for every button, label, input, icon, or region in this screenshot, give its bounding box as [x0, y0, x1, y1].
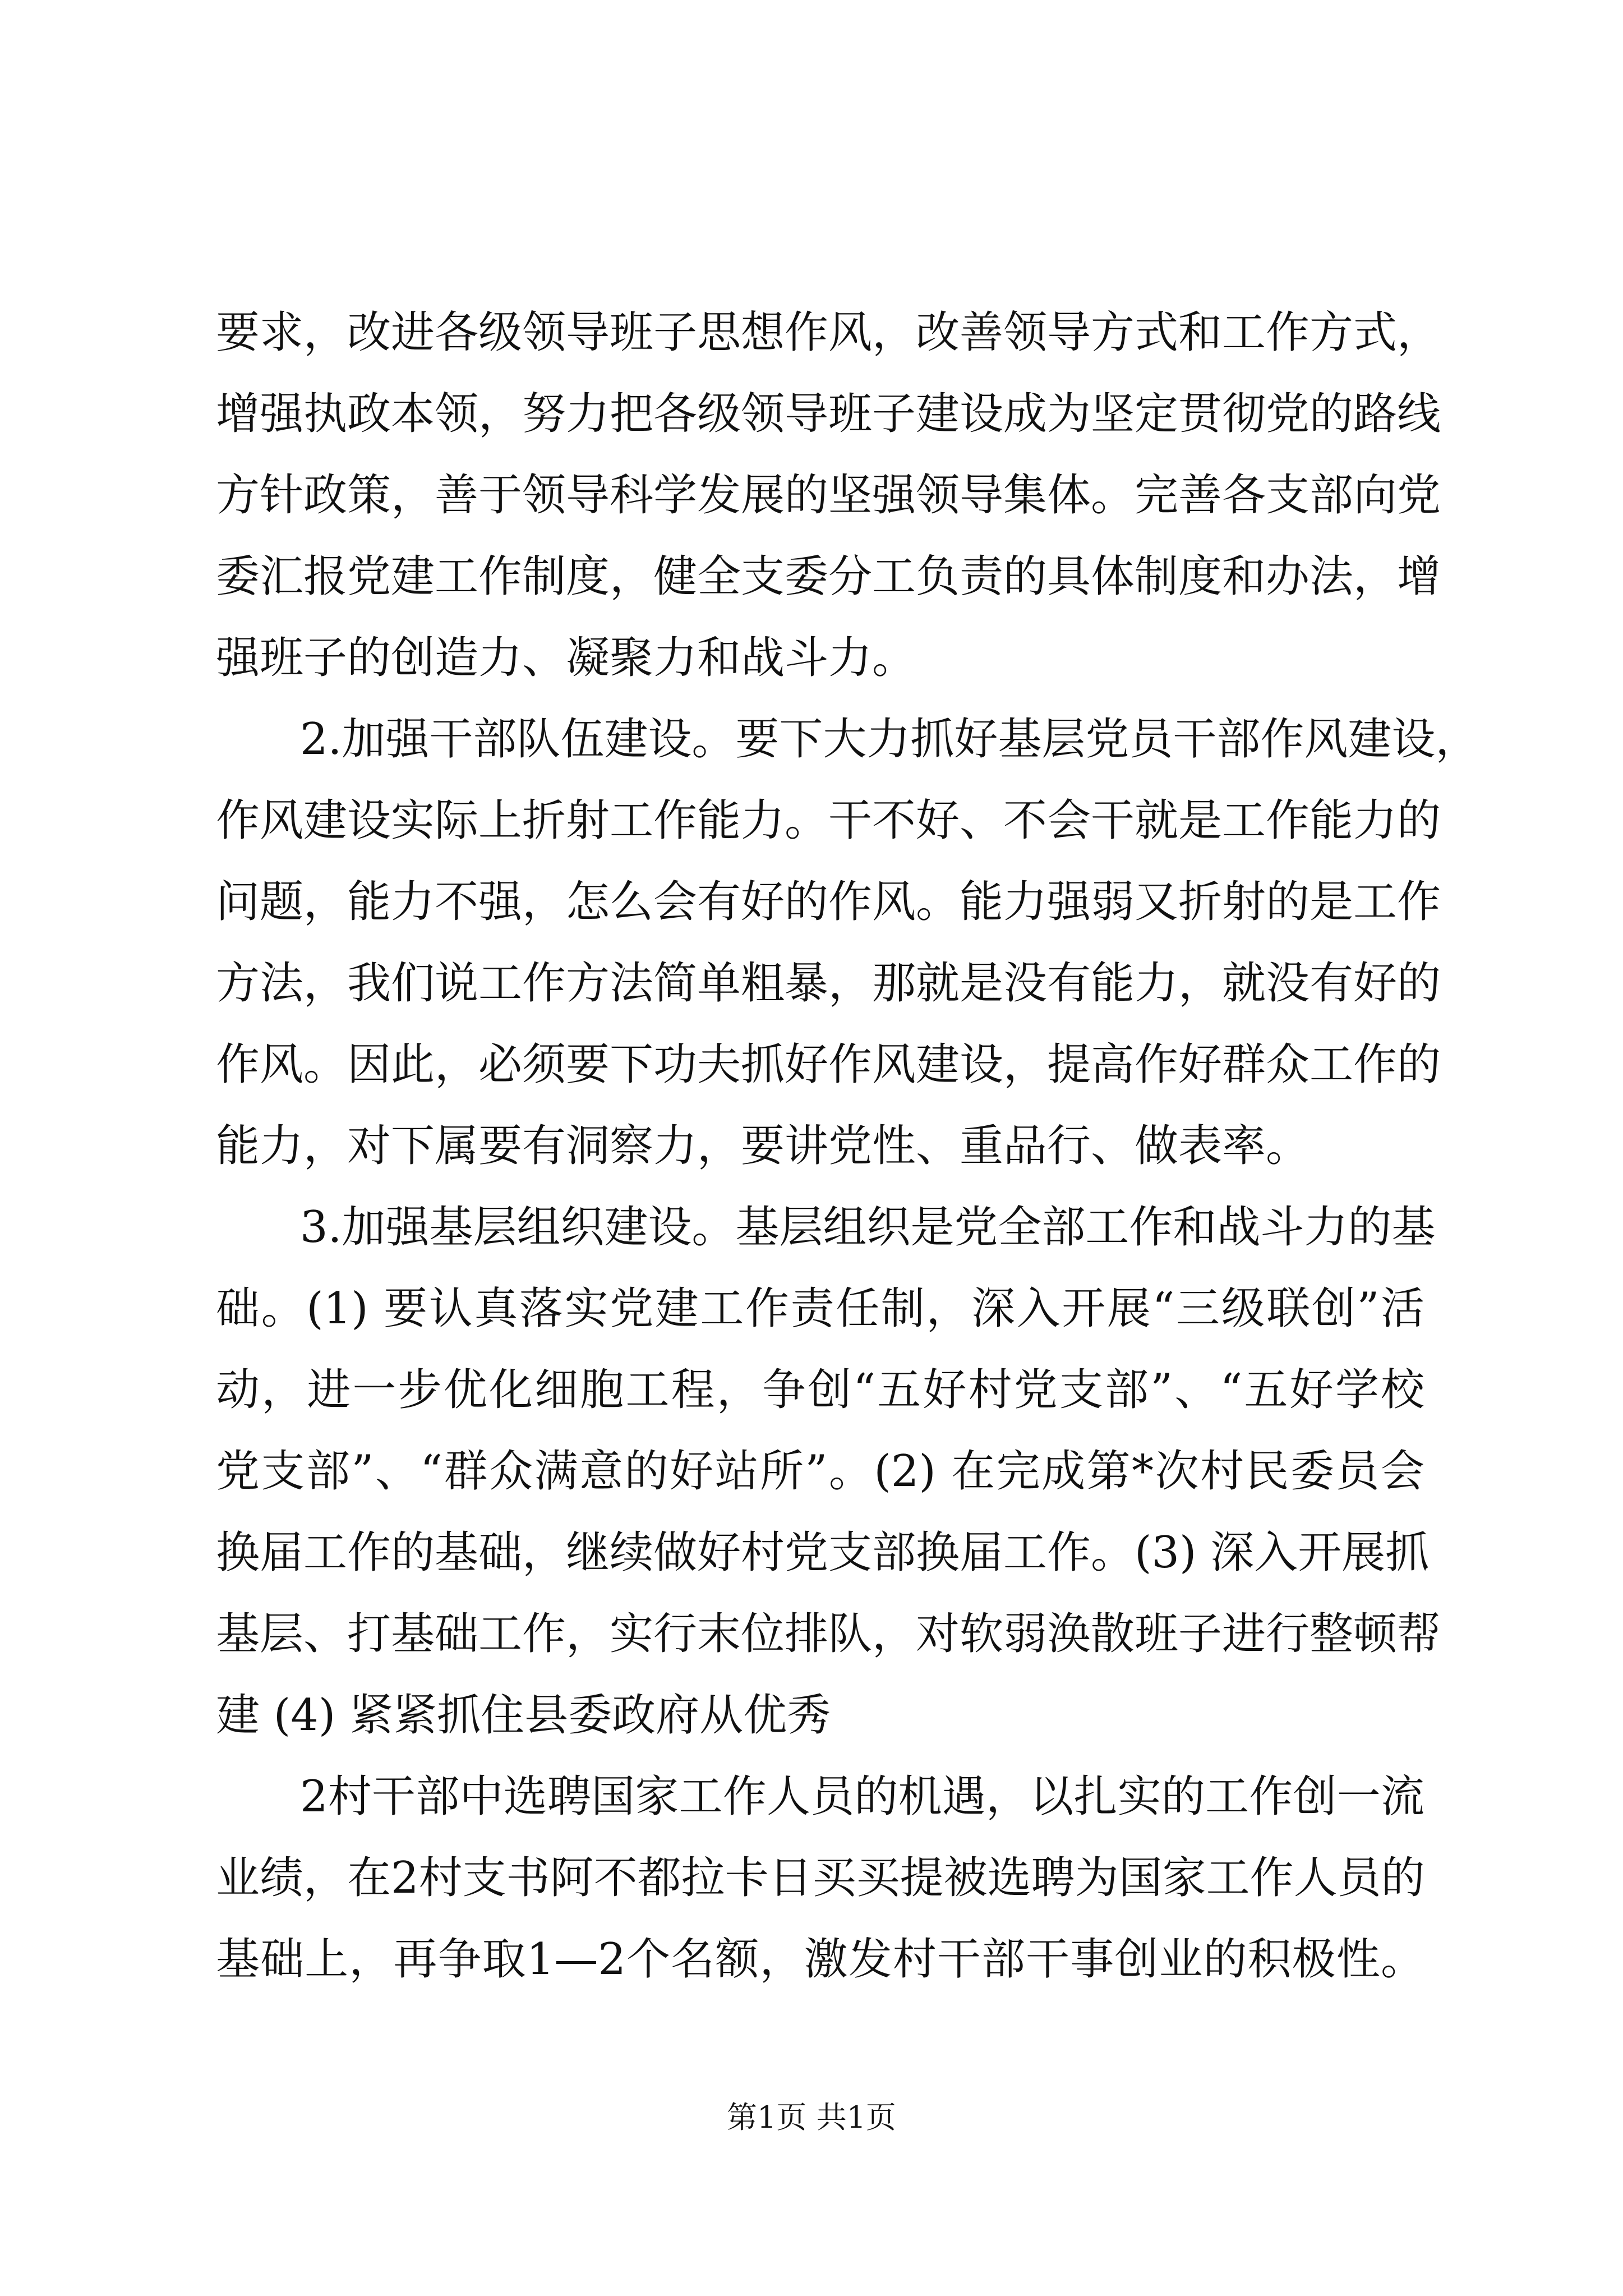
paragraph-2-line-4: 方法，我们说工作方法简单粗暴，那就是没有能力，就没有好的: [216, 958, 1441, 1009]
paragraph-1-line-4: 委汇报党建工作制度，健全支委分工负责的具体制度和办法，增: [216, 551, 1441, 602]
paragraph-3-line-4: 党支部”、“群众满意的好站所”。(2) 在完成第*次村民委员会: [216, 1446, 1424, 1497]
paragraph-2-line-3: 问题，能力不强，怎么会有好的作风。能力强弱又折射的是工作: [216, 877, 1441, 927]
page-number-footer: 第1页 共1页: [727, 2100, 896, 2135]
paragraph-4-line-2: 业绩，在2村支书阿不都拉卡日买买提被选聘为国家工作人员的: [216, 1853, 1425, 1903]
paragraph-4-line-1: 2村干部中选聘国家工作人员的机遇，以扎实的工作创一流: [300, 1772, 1424, 1822]
paragraph-3-line-1: 3.加强基层组织建设。基层组织是党全部工作和战斗力的基: [300, 1202, 1436, 1253]
paragraph-2-line-6: 能力，对下属要有洞察力，要讲党性、重品行、做表率。: [216, 1121, 1310, 1171]
paragraph-3-line-2: 础。(1) 要认真落实党建工作责任制，深入开展“三级联创”活: [216, 1283, 1424, 1334]
paragraph-3-line-3: 动，进一步优化细胞工程，争创“五好村党支部”、“五好学校: [216, 1365, 1424, 1415]
paragraph-3-line-5: 换届工作的基础，继续做好村党支部换届工作。(3) 深入开展抓: [216, 1527, 1430, 1578]
paragraph-3-line-6: 基层、打基础工作，实行末位排队，对软弱涣散班子进行整顿帮: [216, 1609, 1441, 1659]
paragraph-1-line-1: 要求，改进各级领导班子思想作风，改善领导方式和工作方式，: [216, 307, 1441, 358]
paragraph-3-line-7: 建 (4) 紧紧抓住县委政府从优秀: [216, 1690, 831, 1741]
paragraph-2-line-1: 2.加强干部队伍建设。要下大力抓好基层党员干部作风建设，: [300, 714, 1479, 765]
paragraph-1-line-3: 方针政策，善于领导科学发展的坚强领导集体。完善各支部向党: [216, 470, 1441, 521]
paragraph-2-line-5: 作风。因此，必须要下功夫抓好作风建设，提高作好群众工作的: [216, 1039, 1441, 1090]
paragraph-1-line-2: 增强执政本领，努力把各级领导班子建设成为坚定贯彻党的路线: [216, 389, 1441, 439]
paragraph-2-line-2: 作风建设实际上折射工作能力。干不好、不会干就是工作能力的: [216, 795, 1441, 846]
paragraph-4-line-3: 基础上，再争取1—2个名额，激发村干部干事创业的积极性。: [216, 1934, 1424, 1985]
paragraph-1-line-5: 强班子的创造力、凝聚力和战斗力。: [216, 633, 916, 683]
